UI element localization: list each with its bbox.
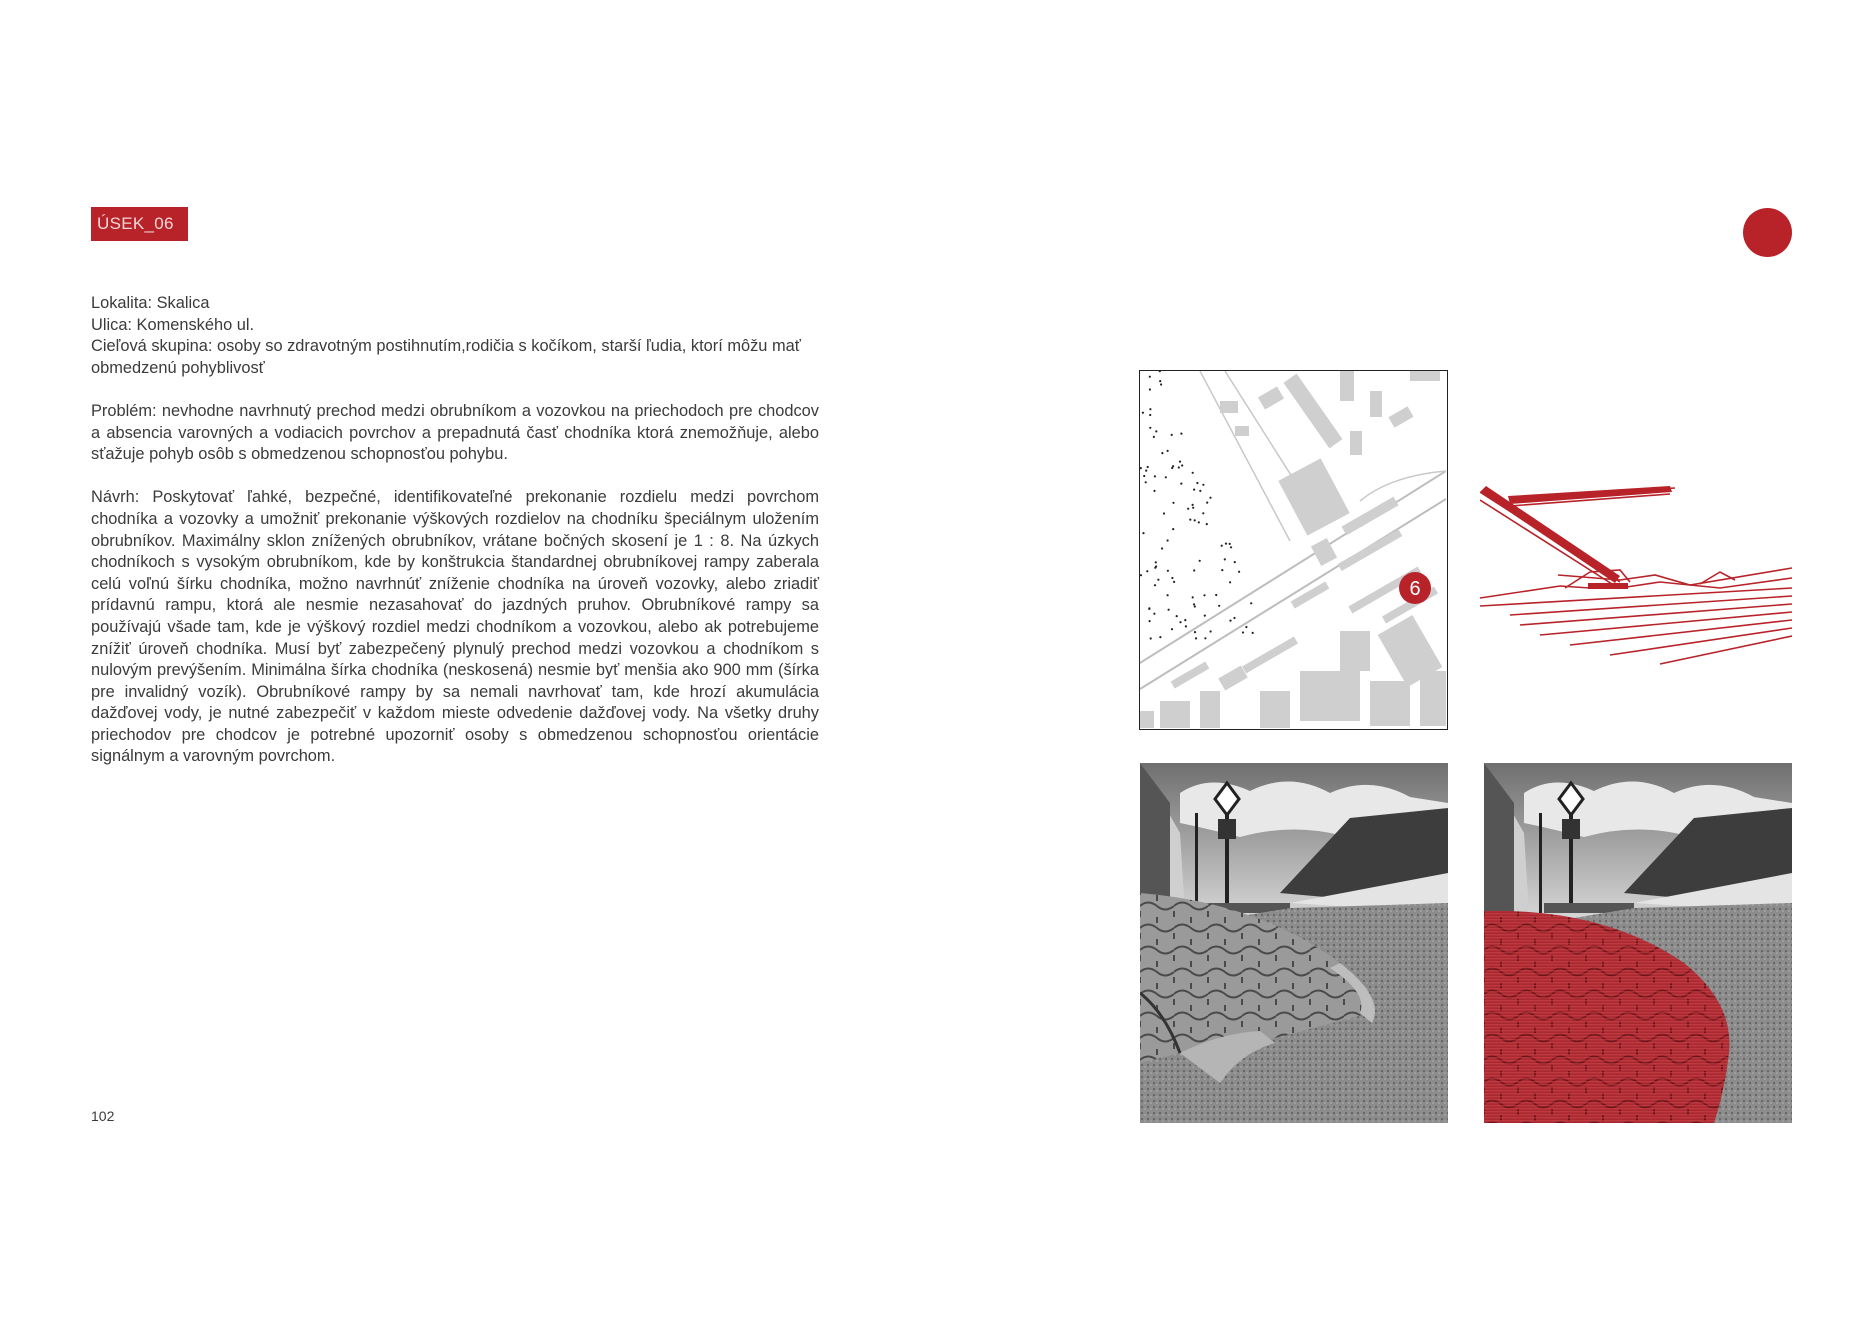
map-marker-label: 6 [1409, 578, 1421, 600]
street-photo-existing [1140, 763, 1448, 1123]
proposal-paragraph: Návrh: Poskytovať ľahké, bezpečné, identifikovateľné prekonanie rozdielu medzi povrchom chodníka a vozovky a umožniť prekonanie výškových rozdielov na chodníku špeciálnym uložením obrubníkov. Maximálny sklon znížených obrubníkov, vrátane bočných skosení je 1 : 8. Na úzkych chodníkoch s vysokým obrubníkom, kde by konštrukcia štandardnej obrubníkovej rampy zaberala celú voľnú šírku chodníka, možno navrhnúť zníženie chodníka na úroveň vozovky, alebo zriadiť prídavnú rampu, ktorá ale nesmie nezasahovať do jazdných pruhov. Obrubníkové rampy sa používajú všade tam, kde je výškový rozdiel medzi chodníkom a vozovkou, alebo ak potrebujeme znížiť úroveň chodníka. Musí byť zabezpečený plynulý prechod medzi vozovkou a chodníkom s nulovým prevýšením. Minimálna šírka chodníka (neskosená) nesmie byť menšia ako 900 mm (šírka pre invalidný vozík). Obrubníkové rampy by sa nemali navrhovať tam, kde hrozí akumulácia dažďovej vody, je nutné zabezpečiť v každom mieste odvedenie dažďovej vody. Na všetky druhy priechodov pre chodcov je potrebné upozorniť osoby s obmedzenou schopnosťou orientácie signálnym a varovným povrchom. [91, 488, 819, 766]
section-tag: ÚSEK_06 [91, 207, 188, 241]
description-text [91, 293, 819, 768]
street-photo-highlighted [1484, 763, 1792, 1123]
street-line: Ulica: Komenského ul. [91, 315, 255, 334]
locality-line: Lokalita: Skalica [91, 294, 210, 312]
target-group-line: Cieľová skupina: osoby so zdravotným postihnutím,rodičia s kočíkom, starší ľudia, ktorí môžu mať obmedzenú pohyblivosť [91, 337, 801, 377]
problem-paragraph: Problém: nevhodne navrhnutý prechod medzi obrubníkom a vozovkou na priechodoch pre chodcov a absencia varovných a vodiacich povrchov a prepadnutá časť chodníka ktorá znemožňuje, alebo sťažuje pohyb osôb s obmedzenou schopnosťou pohybu. [91, 401, 819, 464]
ramp-diagram [1480, 480, 1792, 665]
section-indicator-dot [1743, 208, 1792, 257]
site-map [1139, 370, 1448, 730]
page-number: 102 [91, 1108, 115, 1124]
